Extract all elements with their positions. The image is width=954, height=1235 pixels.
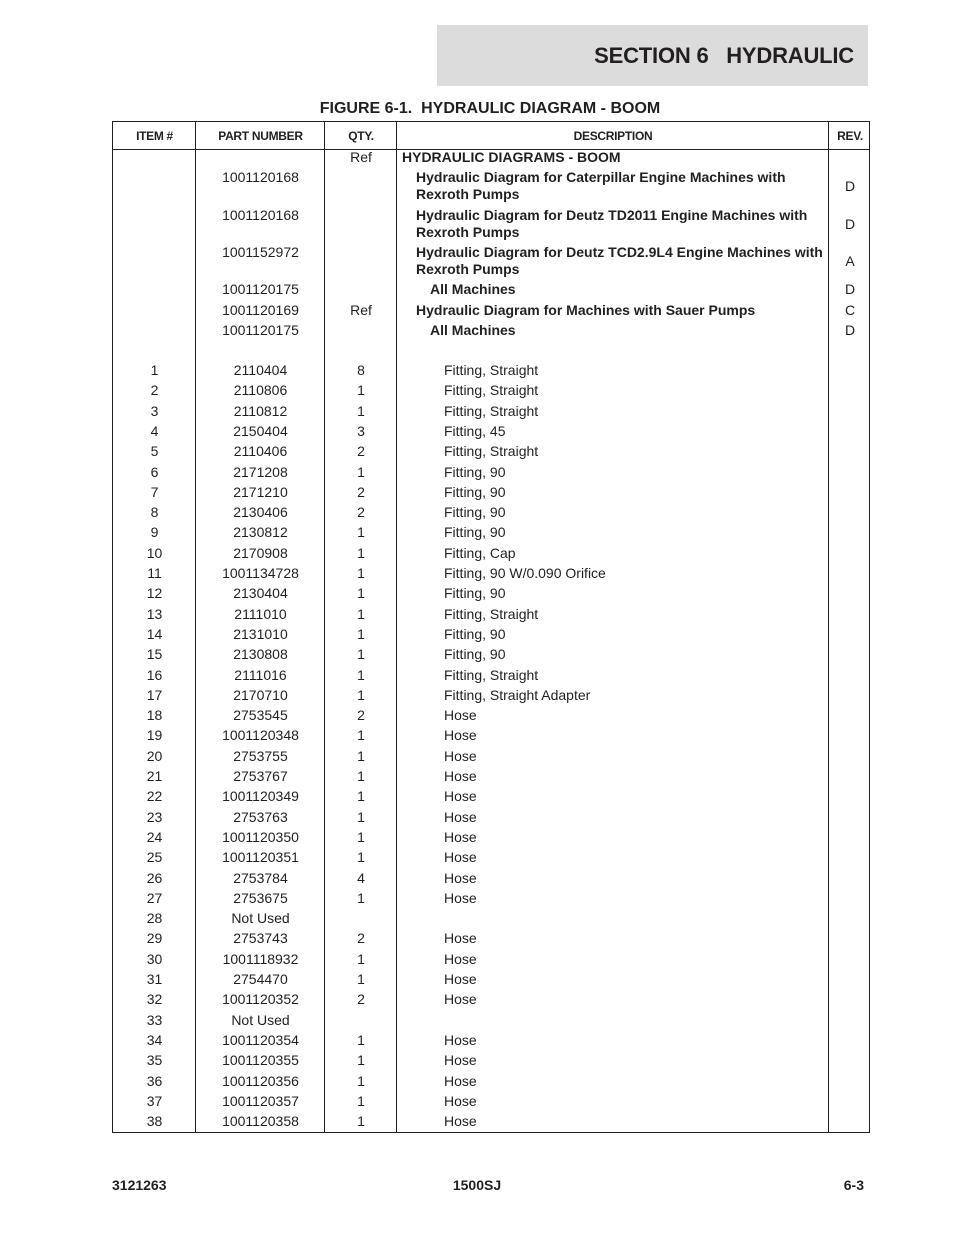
part-number-cell: 2130404 xyxy=(233,585,288,602)
part-number-cell: 2110404 xyxy=(233,362,288,378)
description-cell: Hose xyxy=(444,707,477,724)
description-cell: Hydraulic Diagram for Caterpillar Engine Machines with Rexroth Pumps xyxy=(416,169,786,202)
part-number-cell: 1001120348 xyxy=(222,727,299,744)
qty-cell: 1 xyxy=(357,1113,365,1130)
description-cell: Fitting, 90 xyxy=(444,625,506,642)
item-number-cell: 7 xyxy=(150,483,159,500)
qty-cell: 1 xyxy=(357,1072,365,1089)
column-header-part-number: PART NUMBER xyxy=(218,128,303,143)
item-number-cell: 28 xyxy=(146,910,163,927)
part-number-cell: 1001120175 xyxy=(222,322,299,338)
part-number-cell: 1001120352 xyxy=(222,991,299,1008)
description-cell: Fitting, 90 xyxy=(444,504,506,521)
item-number-cell: 12 xyxy=(146,585,163,602)
description-cell: Fitting, Straight xyxy=(444,443,539,460)
qty-cell: 1 xyxy=(357,727,365,744)
part-number-cell: 2753767 xyxy=(233,768,288,784)
item-number-cell: 23 xyxy=(146,808,163,825)
item-number-cell: 25 xyxy=(146,849,163,866)
part-number-cell: 1001120358 xyxy=(222,1113,299,1130)
qty-cell: 1 xyxy=(357,950,365,967)
description-cell: Hose xyxy=(444,1113,477,1130)
section-banner xyxy=(437,25,868,86)
qty-cell: 1 xyxy=(357,402,365,419)
qty-cell: 1 xyxy=(357,808,365,825)
description-cell: Hose xyxy=(444,1072,477,1089)
description-cell: Fitting, Straight xyxy=(444,402,539,419)
column-header-rev: REV. xyxy=(837,128,863,143)
figure-title: FIGURE 6-1. HYDRAULIC DIAGRAM - BOOM xyxy=(319,100,661,117)
qty-cell: 1 xyxy=(357,1031,365,1048)
part-number-cell: 1001152972 xyxy=(222,244,299,260)
qty-cell: 1 xyxy=(357,565,365,581)
part-number-cell: 2111016 xyxy=(234,666,287,683)
part-number-cell: 1001120356 xyxy=(222,1072,299,1089)
item-number-cell: 21 xyxy=(146,768,163,784)
item-number-cell: 24 xyxy=(146,828,163,845)
part-number-cell: 2110806 xyxy=(233,382,288,399)
part-number-cell: 1001120349 xyxy=(222,788,299,805)
item-number-cell: 10 xyxy=(146,544,163,561)
item-number-cell: 8 xyxy=(150,504,159,521)
footer-doc-number: 3121263 xyxy=(112,1177,167,1193)
description-cell: Hose xyxy=(444,889,477,906)
part-number-cell: 2130406 xyxy=(233,504,288,521)
rev-cell: C xyxy=(844,302,856,318)
description-cell: Fitting, Straight xyxy=(444,666,539,683)
description-cell: Hose xyxy=(444,950,477,967)
description-cell: Fitting, Straight xyxy=(444,382,539,399)
part-number-cell: Not Used xyxy=(231,910,290,927)
item-number-cell: 18 xyxy=(146,707,163,724)
qty-cell: 1 xyxy=(357,666,365,683)
item-number-cell: 3 xyxy=(150,402,159,419)
part-number-cell: 1001134728 xyxy=(222,565,299,581)
part-number-cell: 2754470 xyxy=(233,971,288,987)
description-cell: Fitting, Straight xyxy=(444,362,539,378)
item-number-cell: 31 xyxy=(146,971,163,987)
item-number-cell: 9 xyxy=(150,524,159,541)
qty-cell: 2 xyxy=(357,707,365,724)
qty-cell: 2 xyxy=(357,991,365,1008)
part-number-cell: 1001120355 xyxy=(222,1052,299,1069)
part-number-cell: 1001120351 xyxy=(222,849,299,866)
part-number-cell: 2110812 xyxy=(233,402,288,419)
qty-cell: 1 xyxy=(357,849,365,866)
qty-cell: 1 xyxy=(357,747,365,764)
item-number-cell: 33 xyxy=(146,1011,163,1028)
column-header-description: DESCRIPTION xyxy=(573,128,653,143)
qty-cell: 1 xyxy=(357,828,365,845)
part-number-cell: 2753675 xyxy=(233,889,288,906)
item-number-cell: 17 xyxy=(146,686,163,703)
item-number-cell: 37 xyxy=(146,1092,163,1109)
item-number-cell: 20 xyxy=(146,747,163,764)
qty-cell: 2 xyxy=(357,504,365,521)
description-cell: Hose xyxy=(444,1052,477,1069)
qty-cell: 1 xyxy=(357,625,365,642)
part-number-cell: 2171210 xyxy=(233,483,288,500)
description-cell: All Machines xyxy=(430,322,516,338)
part-number-cell: 1001120169 xyxy=(222,302,299,318)
item-number-cell: 36 xyxy=(146,1072,163,1089)
item-number-cell: 11 xyxy=(147,565,162,581)
description-cell: Fitting, 45 xyxy=(444,422,506,439)
qty-cell: 1 xyxy=(357,768,365,784)
qty-cell: 1 xyxy=(357,605,365,622)
item-number-cell: 13 xyxy=(146,605,163,622)
part-number-cell: 2131010 xyxy=(233,625,288,642)
item-number-cell: 29 xyxy=(146,930,163,947)
description-cell: Fitting, 90 xyxy=(444,483,506,500)
item-number-cell: 38 xyxy=(146,1113,163,1130)
part-number-cell: 2170710 xyxy=(233,686,288,703)
part-number-cell: 2753755 xyxy=(233,747,288,764)
qty-cell: 1 xyxy=(357,544,365,561)
qty-cell: 1 xyxy=(357,788,365,805)
item-number-cell: 35 xyxy=(146,1052,163,1069)
part-number-cell: 1001118932 xyxy=(222,950,299,967)
item-number-cell: 26 xyxy=(146,869,163,886)
item-number-cell: 30 xyxy=(146,950,163,967)
part-number-cell: 1001120350 xyxy=(222,828,299,845)
item-number-cell: 32 xyxy=(146,991,163,1008)
qty-cell: 8 xyxy=(357,362,365,378)
description-cell: Hydraulic Diagram for Machines with Sauer Pumps xyxy=(416,302,756,318)
description-cell: Hydraulic Diagram for Deutz TCD2.9L4 Engine Machines with Rexroth Pumps xyxy=(416,244,823,277)
qty-cell: Ref xyxy=(350,302,372,318)
part-number-cell: 2171208 xyxy=(233,463,288,480)
description-cell: Hose xyxy=(444,971,477,987)
qty-cell: 1 xyxy=(357,463,365,480)
part-number-cell: 2130812 xyxy=(233,524,288,541)
rev-cell: A xyxy=(845,253,855,269)
part-number-cell: 1001120357 xyxy=(222,1092,299,1109)
qty-cell: 1 xyxy=(357,1052,365,1069)
rev-cell: D xyxy=(844,216,856,232)
qty-cell: 1 xyxy=(357,889,365,906)
description-cell: Hose xyxy=(444,1092,477,1109)
parts-table xyxy=(112,121,870,1133)
description-cell: Hose xyxy=(444,869,477,886)
qty-cell: 1 xyxy=(357,524,365,541)
description-cell: Fitting, Cap xyxy=(444,544,516,561)
part-number-cell: 1001120168 xyxy=(222,169,299,185)
rev-cell: D xyxy=(844,322,856,338)
description-cell: Hose xyxy=(444,808,477,825)
column-header-item: ITEM # xyxy=(136,128,173,143)
column-header-qty: QTY. xyxy=(348,128,374,143)
description-cell: Hose xyxy=(444,991,477,1008)
item-number-cell: 34 xyxy=(146,1031,163,1048)
item-number-cell: 2 xyxy=(150,382,159,399)
description-cell: Hose xyxy=(444,768,477,784)
qty-cell: 2 xyxy=(357,930,365,947)
part-number-cell: 2111010 xyxy=(234,605,287,622)
part-number-cell: 2130808 xyxy=(233,646,288,663)
description-cell: HYDRAULIC DIAGRAMS - BOOM xyxy=(402,149,621,165)
description-cell: Hose xyxy=(444,727,477,744)
qty-cell: 2 xyxy=(357,483,365,500)
qty-cell: 1 xyxy=(357,382,365,399)
item-number-cell: 19 xyxy=(146,727,163,744)
qty-cell: 3 xyxy=(357,422,365,439)
qty-cell: 1 xyxy=(357,686,365,703)
description-cell: Fitting, 90 xyxy=(444,524,506,541)
footer-page-number: 6-3 xyxy=(843,1177,864,1193)
description-cell: Hose xyxy=(444,828,477,845)
part-number-cell: Not Used xyxy=(231,1011,290,1028)
description-cell: Fitting, 90 xyxy=(444,646,506,663)
part-number-cell: 2753743 xyxy=(233,930,288,947)
description-cell: Hose xyxy=(444,1031,477,1048)
qty-cell: 1 xyxy=(357,585,365,602)
item-number-cell: 27 xyxy=(146,889,163,906)
part-number-cell: 2110406 xyxy=(233,443,288,460)
item-number-cell: 1 xyxy=(150,362,159,378)
item-number-cell: 14 xyxy=(146,625,163,642)
description-cell: Hose xyxy=(444,849,477,866)
description-cell: Fitting, 90 xyxy=(444,463,506,480)
part-number-cell: 1001120354 xyxy=(222,1031,299,1048)
description-cell: Fitting, Straight Adapter xyxy=(444,686,591,703)
part-number-cell: 2753763 xyxy=(233,808,288,825)
section-title: SECTION 6 HYDRAULIC xyxy=(594,42,854,68)
description-cell: Hose xyxy=(444,788,477,805)
part-number-cell: 2150404 xyxy=(233,422,288,439)
part-number-cell: 1001120168 xyxy=(222,207,299,223)
qty-cell: 4 xyxy=(357,869,365,886)
part-number-cell: 2753545 xyxy=(233,707,288,724)
footer-model: 1500SJ xyxy=(452,1177,502,1193)
description-cell: Hose xyxy=(444,930,477,947)
description-cell: All Machines xyxy=(430,281,516,297)
description-cell: Hose xyxy=(444,747,477,764)
part-number-cell: 2753784 xyxy=(233,869,288,886)
description-cell: Fitting, Straight xyxy=(444,605,539,622)
description-cell: Hydraulic Diagram for Deutz TD2011 Engine Machines with Rexroth Pumps xyxy=(416,207,808,240)
rev-cell: D xyxy=(844,281,856,297)
qty-cell: Ref xyxy=(350,149,372,165)
qty-cell: 1 xyxy=(357,646,365,663)
item-number-cell: 6 xyxy=(150,463,159,480)
item-number-cell: 16 xyxy=(146,666,163,683)
item-number-cell: 5 xyxy=(150,443,159,460)
description-cell: Fitting, 90 W/0.090 Orifice xyxy=(444,565,606,581)
part-number-cell: 2170908 xyxy=(233,544,288,561)
qty-cell: 1 xyxy=(357,1092,365,1109)
part-number-cell: 1001120175 xyxy=(222,281,299,297)
description-cell: Fitting, 90 xyxy=(444,585,506,602)
qty-cell: 1 xyxy=(357,971,365,987)
rev-cell: D xyxy=(844,178,856,194)
item-number-cell: 15 xyxy=(146,646,163,663)
qty-cell: 2 xyxy=(357,443,365,460)
item-number-cell: 4 xyxy=(150,422,159,439)
item-number-cell: 22 xyxy=(146,788,163,805)
